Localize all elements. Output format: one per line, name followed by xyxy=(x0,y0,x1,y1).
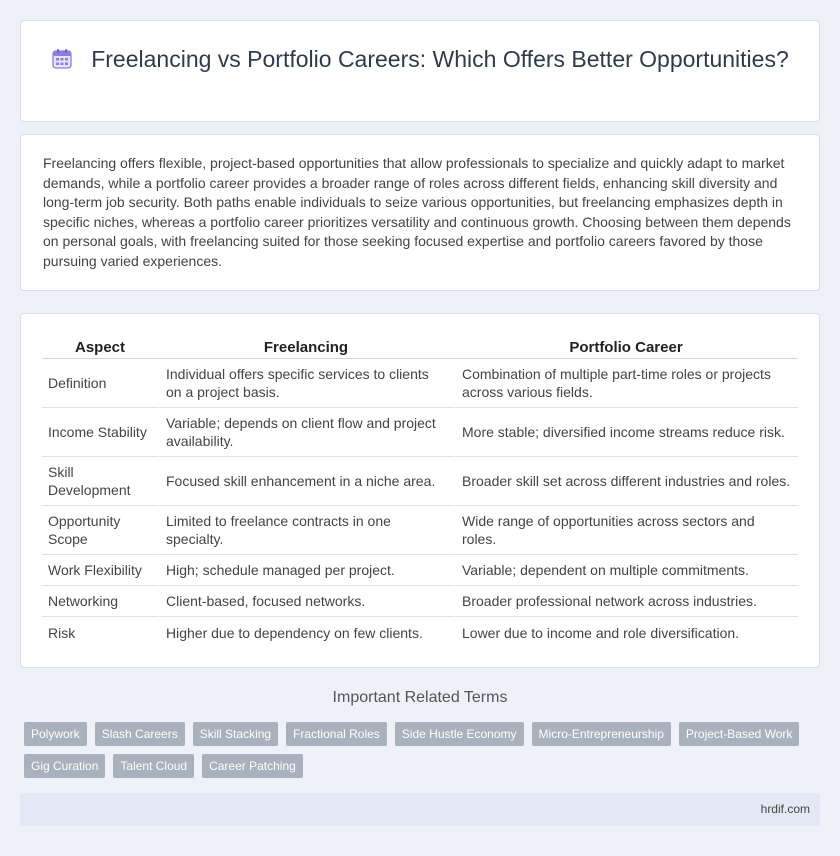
row-aspect: Risk xyxy=(48,624,76,641)
table-header-row xyxy=(42,333,798,359)
row-portfolio: More stable; diversified income streams reduce risk. xyxy=(454,408,798,457)
table-row xyxy=(42,617,798,648)
row-portfolio: Broader professional network across industries. xyxy=(454,586,798,617)
table-row xyxy=(42,506,798,555)
row-freelancing: Focused skill enhancement in a niche area. xyxy=(158,457,454,506)
table-row xyxy=(42,359,798,408)
related-terms-title: Important Related Terms xyxy=(332,689,508,706)
row-freelancing: Limited to freelance contracts in one specialty. xyxy=(158,506,454,555)
header-card xyxy=(20,20,820,122)
intro-paragraph: Freelancing offers flexible, project-based opportunities that allow professionals to specialize and quickly adapt to market demands, while a portfolio career provides a broader range of roles across different fields, enhancing skill diversity and long-term job security. Both paths enable individuals to seize various opportunities, but freelancing emphasizes depth in specific niches, whereas a portfolio career prioritizes versatility and continuous growth. Choosing between them depends on personal goals, with freelancing suited for those seeking focused expertise and portfolio careers favored by those pursuing varied experiences. xyxy=(43,155,791,269)
term-tag[interactable]: Side Hustle Economy xyxy=(395,722,524,746)
row-portfolio: Variable; dependent on multiple commitments. xyxy=(454,555,798,586)
related-terms-list xyxy=(24,722,824,786)
row-portfolio: Wide range of opportunities across sectors and roles. xyxy=(454,506,798,555)
calendar-icon xyxy=(51,48,73,70)
term-tag[interactable]: Fractional Roles xyxy=(286,722,387,746)
header-portfolio-career: Portfolio Career xyxy=(454,333,798,359)
row-aspect: Definition xyxy=(42,359,158,408)
comparison-table xyxy=(42,333,798,648)
row-aspect: Income Stability xyxy=(42,408,158,457)
comparison-card xyxy=(20,313,820,668)
term-tag[interactable]: Gig Curation xyxy=(24,754,105,778)
header-freelancing: Freelancing xyxy=(158,333,454,359)
row-portfolio: Broader skill set across different industries and roles. xyxy=(454,457,798,506)
footer-site-link[interactable]: hrdif.com xyxy=(760,802,810,816)
page-title-wrap xyxy=(21,45,819,74)
term-tag[interactable]: Polywork xyxy=(24,722,87,746)
page-title-text: Freelancing vs Portfolio Careers: Which Offers Better Opportunities? xyxy=(91,46,789,72)
row-freelancing: Higher due to dependency on few clients. xyxy=(158,617,454,648)
row-aspect: Networking xyxy=(42,586,158,617)
term-tag[interactable]: Project-Based Work xyxy=(679,722,799,746)
term-tag[interactable]: Slash Careers xyxy=(95,722,185,746)
term-tag[interactable]: Career Patching xyxy=(202,754,303,778)
row-aspect: Skill Development xyxy=(42,457,158,506)
table-row xyxy=(42,408,798,457)
row-freelancing: High; schedule managed per project. xyxy=(158,555,454,586)
row-freelancing: Variable; depends on client flow and project availability. xyxy=(158,408,454,457)
table-row xyxy=(42,586,798,617)
table-row xyxy=(42,457,798,506)
intro-card xyxy=(20,134,820,291)
header-aspect: Aspect xyxy=(42,333,158,359)
row-freelancing: Client-based, focused networks. xyxy=(158,586,454,617)
table-row xyxy=(42,555,798,586)
page-title xyxy=(21,45,819,74)
footer xyxy=(20,793,820,826)
term-tag[interactable]: Micro-Entrepreneurship xyxy=(532,722,671,746)
term-tag[interactable]: Talent Cloud xyxy=(113,754,194,778)
term-tag[interactable]: Skill Stacking xyxy=(193,722,278,746)
row-portfolio: Lower due to income and role diversification. xyxy=(454,617,798,648)
row-aspect: Opportunity Scope xyxy=(42,506,158,555)
row-freelancing: Individual offers specific services to clients on a project basis. xyxy=(158,359,454,408)
row-aspect: Work Flexibility xyxy=(42,555,158,586)
row-portfolio: Combination of multiple part-time roles or projects across various fields. xyxy=(454,359,798,408)
